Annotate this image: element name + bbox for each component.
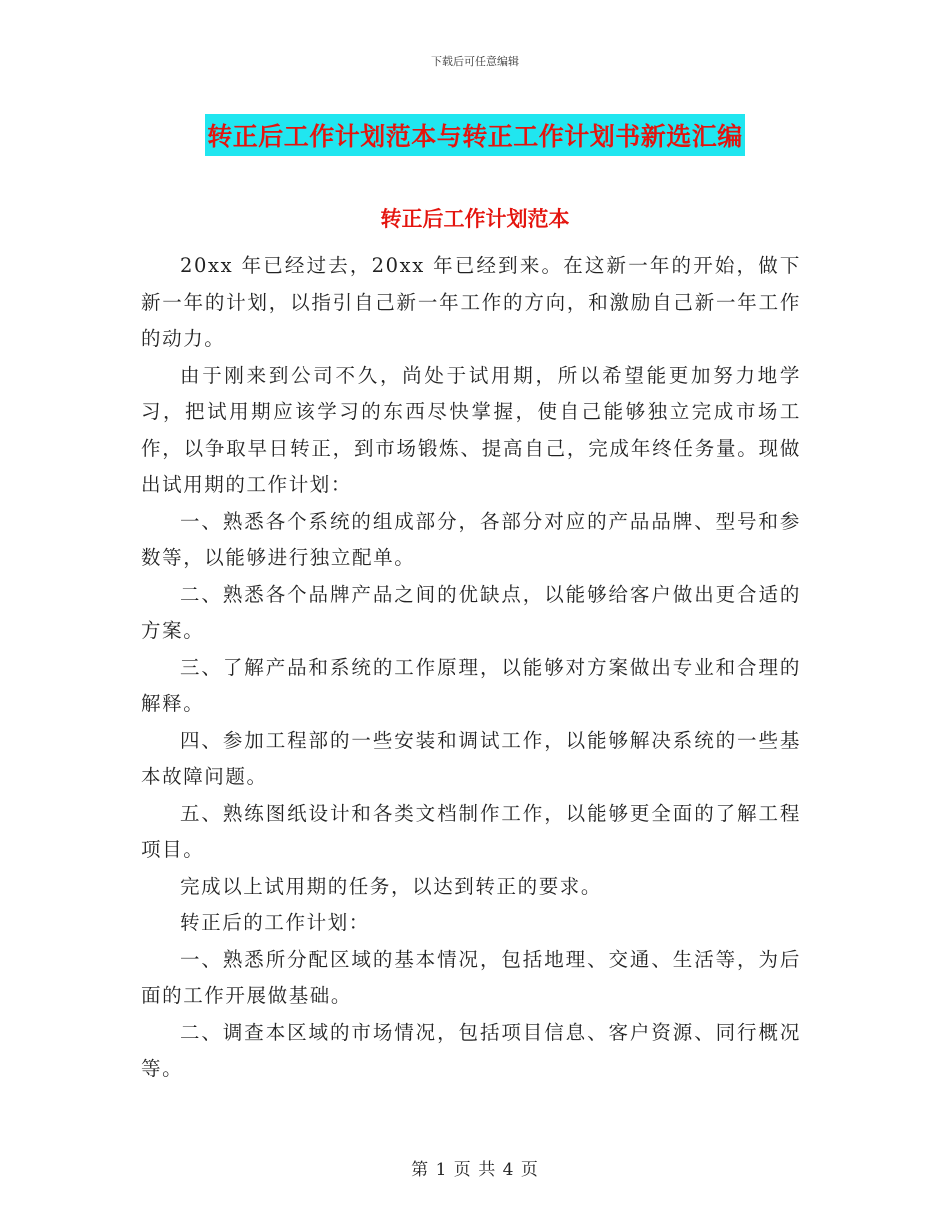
paragraph: 一、熟悉所分配区域的基本情况，包括地理、交通、生活等，为后面的工作开展做基础。: [141, 947, 801, 1007]
header-note: 下载后可任意编辑: [431, 55, 519, 68]
main-title: 转正后工作计划范本与转正工作计划书新选汇编: [205, 114, 745, 156]
paragraph: 五、熟练图纸设计和各类文档制作工作，以能够更全面的了解工程项目。: [141, 801, 801, 861]
paragraph: 由于刚来到公司不久，尚处于试用期，所以希望能更加努力地学习，把试用期应该学习的东西尽快掌握，使自己能够独立完成市场工作，以争取早日转正，到市场锻炼、提高自己，完成年终任务量。现做出试用期的工作计划：: [141, 363, 801, 496]
main-title-wrap: [0, 114, 950, 156]
paragraph: 一、熟悉各个系统的组成部分，各部分对应的产品品牌、型号和参数等，以能够进行独立配单。: [141, 509, 801, 569]
paragraph: 完成以上试用期的任务，以达到转正的要求。: [180, 874, 603, 898]
body-text: [141, 248, 801, 1088]
paragraph: 三、了解产品和系统的工作原理，以能够对方案做出专业和合理的解释。: [141, 655, 801, 715]
paragraph: 转正后的工作计划：: [180, 911, 370, 934]
sub-title: 转正后工作计划范本: [380, 206, 570, 231]
paragraph: 二、熟悉各个品牌产品之间的优缺点，以能够给客户做出更合适的方案。: [141, 582, 801, 642]
paragraph: 20xx 年已经过去，20xx 年已经到来。在这新一年的开始，做下新一年的计划，以指引自己新一年工作的方向，和激励自己新一年工作的动力。: [141, 254, 801, 350]
page-footer: 第 1 页 共 4 页: [411, 1160, 539, 1180]
paragraph: 四、参加工程部的一些安装和调试工作，以能够解决系统的一些基本故障问题。: [141, 728, 801, 788]
paragraph: 二、调查本区域的市场情况，包括项目信息、客户资源、同行概况等。: [141, 1020, 801, 1080]
